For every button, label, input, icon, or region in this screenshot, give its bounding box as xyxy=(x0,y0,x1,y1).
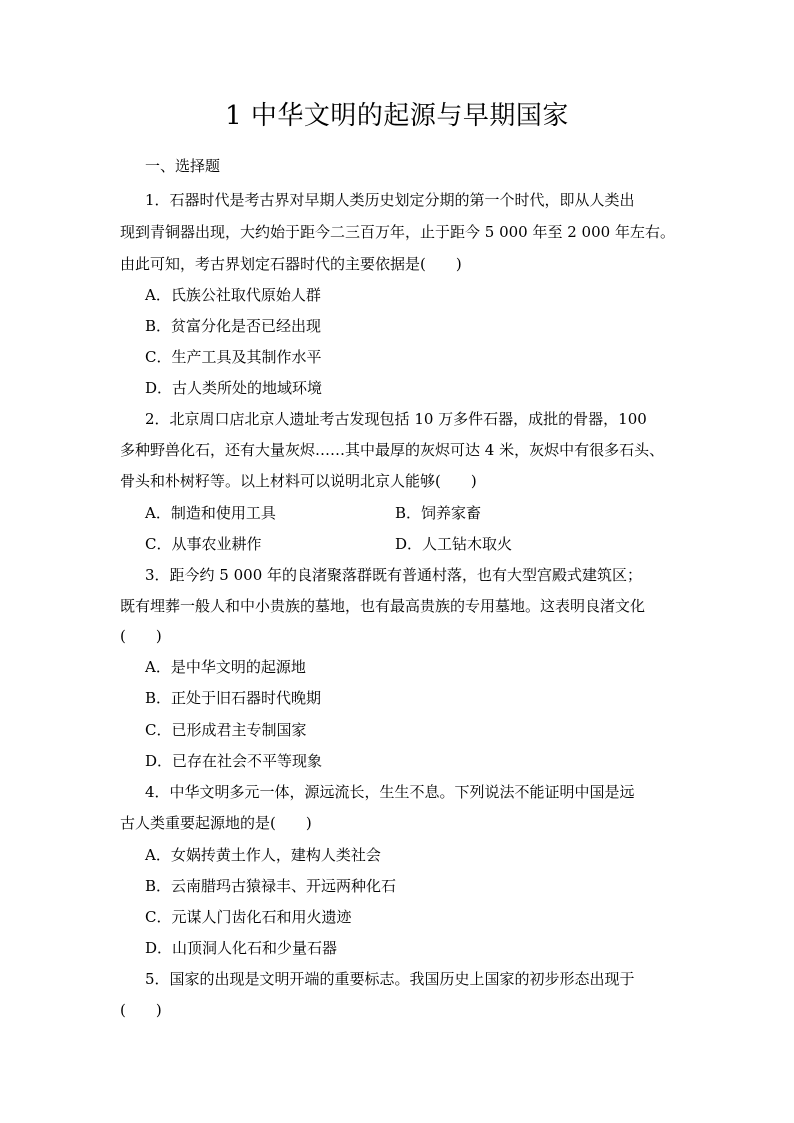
question-1-line-3: 由此可知，考古界划定石器时代的主要依据是( ) xyxy=(120,255,462,273)
question-1-option-a: A．氏族公社取代原始人群 xyxy=(145,286,321,304)
question-3-option-a: A．是中华文明的起源地 xyxy=(145,658,306,676)
question-3-line-1: 3．距今约 5 000 年的良渚聚落群既有普通村落，也有大型宫殿式建筑区； xyxy=(145,566,643,584)
section-heading: 一、选择题 xyxy=(145,157,221,175)
question-3-option-b: B．正处于旧石器时代晚期 xyxy=(145,689,322,707)
question-2-option-b: B．饲养家畜 xyxy=(395,504,482,522)
question-2-option-c: C．从事农业耕作 xyxy=(145,535,262,553)
question-3-line-3: ( ) xyxy=(120,627,162,645)
question-3-line-2: 既有埋葬一般人和中小贵族的墓地，也有最高贵族的专用墓地。这表明良渚文化 xyxy=(120,597,646,615)
question-5-line-2: ( ) xyxy=(120,1001,162,1019)
document-title: 1 中华文明的起源与早期国家 xyxy=(225,101,569,131)
question-5-line-1: 5．国家的出现是文明开端的重要标志。我国历史上国家的初步形态出现于 xyxy=(145,970,635,988)
question-1-option-b: B．贫富分化是否已经出现 xyxy=(145,317,322,335)
question-2-option-d: D．人工钻木取火 xyxy=(395,535,513,553)
question-2-line-3: 骨头和朴树籽等。以上材料可以说明北京人能够( ) xyxy=(120,472,477,490)
question-4-line-2: 古人类重要起源地的是( ) xyxy=(120,814,312,832)
question-2-line-2: 多种野兽化石，还有大量灰烬……其中最厚的灰烬可达 4 米，灰烬中有很多石头、 xyxy=(120,441,665,459)
question-2-line-1: 2．北京周口店北京人遗址考古发现包括 10 万多件石器，成批的骨器，100 xyxy=(145,410,647,428)
question-1-option-c: C．生产工具及其制作水平 xyxy=(145,348,322,366)
question-1-line-2: 现到青铜器出现，大约始于距今二三百万年，止于距今 5 000 年至 2 000 年左右。 xyxy=(120,223,675,241)
question-3-option-c: C．已形成君主专制国家 xyxy=(145,721,307,739)
question-4-option-a: A．女娲抟黄土作人，建构人类社会 xyxy=(145,846,381,864)
question-1-line-1: 1．石器时代是考古界对早期人类历史划定分期的第一个时代，即从人类出 xyxy=(145,191,635,209)
question-3-option-d: D．已存在社会不平等现象 xyxy=(145,752,323,770)
question-4-line-1: 4．中华文明多元一体，源远流长，生生不息。下列说法不能证明中国是远 xyxy=(145,783,635,801)
question-4-option-c: C．元谋人门齿化石和用火遗迹 xyxy=(145,908,352,926)
question-1-option-d: D．古人类所处的地域环境 xyxy=(145,379,323,397)
question-4-option-b: B．云南腊玛古猿禄丰、开远两种化石 xyxy=(145,877,397,895)
question-4-option-d: D．山顶洞人化石和少量石器 xyxy=(145,939,338,957)
question-2-option-a: A．制造和使用工具 xyxy=(145,504,276,522)
